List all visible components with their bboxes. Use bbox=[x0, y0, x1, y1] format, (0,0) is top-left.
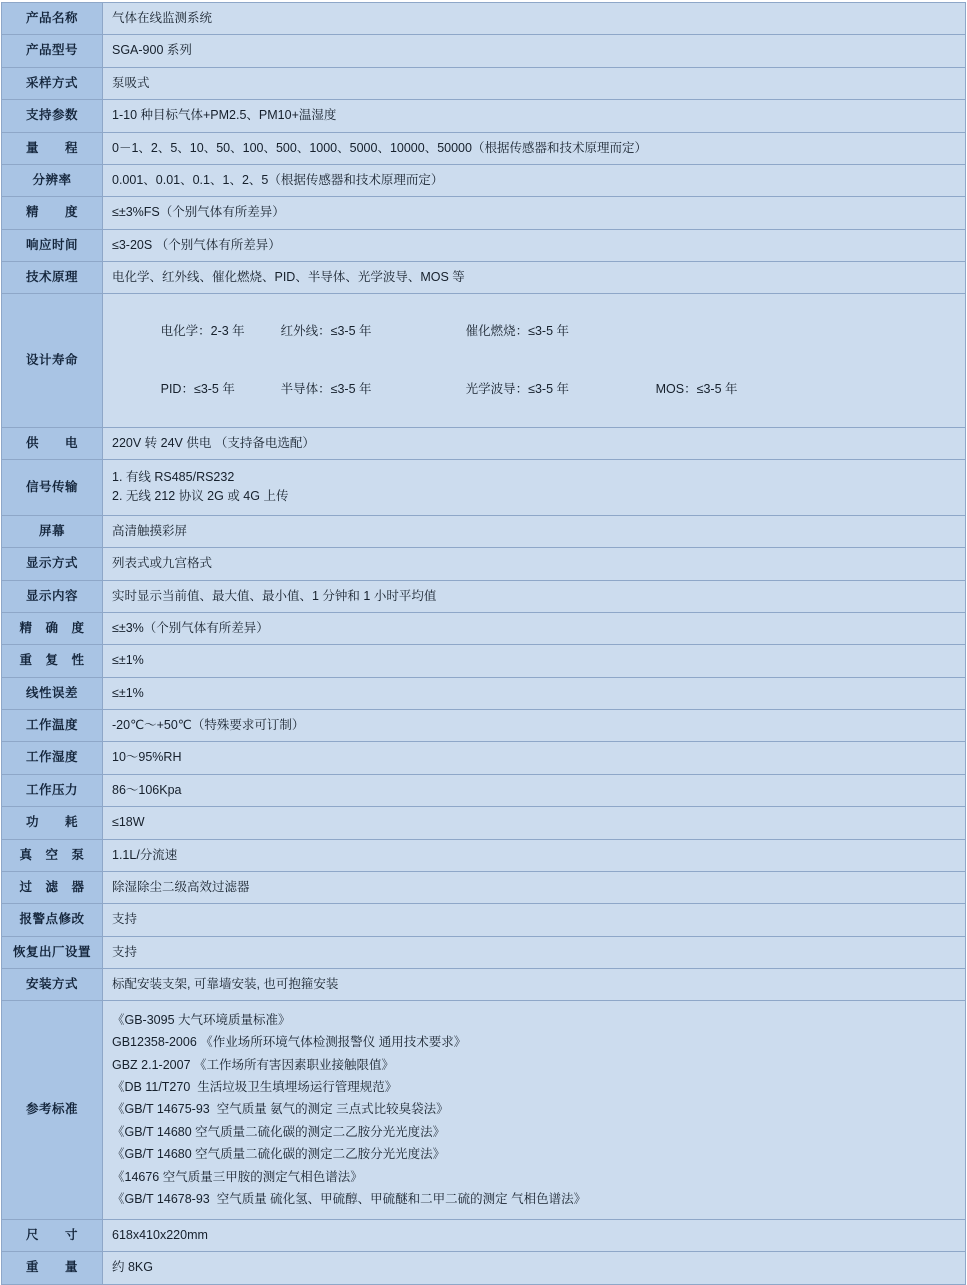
table-row bbox=[2, 3, 966, 35]
row-value: 支持 bbox=[103, 904, 966, 936]
row-label: 精 确 度 bbox=[2, 612, 103, 644]
row-value: 高清触摸彩屏 bbox=[103, 515, 966, 547]
table-row bbox=[2, 548, 966, 580]
design-life-row bbox=[112, 302, 957, 360]
row-value: 1-10 种目标气体+PM2.5、PM10+温湿度 bbox=[103, 100, 966, 132]
row-label: 安装方式 bbox=[2, 969, 103, 1001]
standard-item: 《14676 空气质量三甲胺的测定气相色谱法》 bbox=[112, 1169, 363, 1184]
design-life-cell: 催化燃烧：≤3-5 年 bbox=[465, 323, 570, 338]
table-row bbox=[2, 35, 966, 67]
standard-item: GB12358-2006 《作业场所环境气体检测报警仪 通用技术要求》 bbox=[112, 1035, 467, 1050]
row-label: 响应时间 bbox=[2, 229, 103, 261]
standard-item: 《GB/T 14680 空气质量二硫化碳的测定二乙胺分光光度法》 bbox=[112, 1147, 446, 1162]
table-row bbox=[2, 1252, 966, 1284]
row-value: ≤±1% bbox=[103, 677, 966, 709]
table-row bbox=[2, 645, 966, 677]
spec-table bbox=[1, 2, 966, 1285]
table-row bbox=[2, 164, 966, 196]
row-value: 0－1、2、5、10、50、100、500、1000、5000、10000、50000（根据传感器和技术原理而定） bbox=[103, 132, 966, 164]
row-value: SGA-900 系列 bbox=[103, 35, 966, 67]
row-label: 工作温度 bbox=[2, 710, 103, 742]
design-life-cell: 半导体：≤3-5 年 bbox=[280, 381, 372, 396]
row-value: 列表式或九宫格式 bbox=[103, 548, 966, 580]
row-value: ≤±1% bbox=[103, 645, 966, 677]
row-value: ≤18W bbox=[103, 807, 966, 839]
table-row-design-life bbox=[2, 294, 966, 427]
row-value: 电化学、红外线、催化燃烧、PID、半导体、光学波导、MOS 等 bbox=[103, 262, 966, 294]
standard-item: 《GB/T 14680 空气质量二硫化碳的测定二乙胺分光光度法》 bbox=[112, 1124, 446, 1139]
design-life-cell: 电化学：2-3 年 bbox=[160, 323, 245, 338]
row-value: 约 8KG bbox=[103, 1252, 966, 1284]
table-row bbox=[2, 427, 966, 459]
table-row-standards bbox=[2, 1001, 966, 1219]
row-value: ≤3-20S （个别气体有所差异） bbox=[103, 229, 966, 261]
row-label: 显示方式 bbox=[2, 548, 103, 580]
row-label: 显示内容 bbox=[2, 580, 103, 612]
row-label: 供 电 bbox=[2, 427, 103, 459]
design-life-cell: 红外线：≤3-5 年 bbox=[280, 323, 372, 338]
row-value: 10～95%RH bbox=[103, 742, 966, 774]
design-life-cell: MOS：≤3-5 年 bbox=[655, 381, 738, 396]
row-label: 尺 寸 bbox=[2, 1219, 103, 1251]
spec-table-body bbox=[2, 3, 966, 1285]
table-row bbox=[2, 677, 966, 709]
row-label: 产品名称 bbox=[2, 3, 103, 35]
table-row bbox=[2, 710, 966, 742]
row-value: 支持 bbox=[103, 936, 966, 968]
table-row bbox=[2, 515, 966, 547]
row-label: 精 度 bbox=[2, 197, 103, 229]
row-value: ≤±3%（个别气体有所差异） bbox=[103, 612, 966, 644]
row-value: -20℃～+50℃（特殊要求可订制） bbox=[103, 710, 966, 742]
row-label: 信号传输 bbox=[2, 460, 103, 516]
row-value: ≤±3%FS（个别气体有所差异） bbox=[103, 197, 966, 229]
standard-item: GBZ 2.1-2007 《工作场所有害因素职业接触限值》 bbox=[112, 1057, 394, 1072]
design-life-row bbox=[112, 361, 957, 419]
design-life-cell: PID：≤3-5 年 bbox=[160, 381, 235, 396]
table-row bbox=[2, 936, 966, 968]
row-label: 支持参数 bbox=[2, 100, 103, 132]
row-value: 泵吸式 bbox=[103, 67, 966, 99]
standard-item: 《DB 11/T270 生活垃圾卫生填埋场运行管理规范》 bbox=[112, 1080, 398, 1094]
row-label: 恢复出厂设置 bbox=[2, 936, 103, 968]
row-label: 设计寿命 bbox=[2, 294, 103, 427]
table-row bbox=[2, 262, 966, 294]
design-life-grid bbox=[112, 302, 957, 418]
table-row bbox=[2, 1219, 966, 1251]
row-label: 功 耗 bbox=[2, 807, 103, 839]
row-label: 过 滤 器 bbox=[2, 871, 103, 903]
table-row bbox=[2, 807, 966, 839]
row-value: 实时显示当前值、最大值、最小值、1 分钟和 1 小时平均值 bbox=[103, 580, 966, 612]
standard-item: 《GB/T 14678-93 空气质量 硫化氢、甲硫醇、甲硫醚和二甲二硫的测定 气相色谱法》 bbox=[112, 1191, 587, 1206]
table-row bbox=[2, 229, 966, 261]
table-row bbox=[2, 969, 966, 1001]
row-label: 报警点修改 bbox=[2, 904, 103, 936]
row-value: 标配安装支架, 可靠墙安装, 也可抱箍安装 bbox=[103, 969, 966, 1001]
row-label: 产品型号 bbox=[2, 35, 103, 67]
table-row bbox=[2, 67, 966, 99]
table-row bbox=[2, 197, 966, 229]
standard-item: 《GB-3095 大气环境质量标准》 bbox=[112, 1012, 291, 1027]
row-label: 量 程 bbox=[2, 132, 103, 164]
row-value: 86～106Kpa bbox=[103, 774, 966, 806]
row-value: 气体在线监测系统 bbox=[103, 3, 966, 35]
row-value: 0.001、0.01、0.1、1、2、5（根据传感器和技术原理而定） bbox=[103, 164, 966, 196]
row-label: 工作湿度 bbox=[2, 742, 103, 774]
table-row bbox=[2, 871, 966, 903]
table-row bbox=[2, 742, 966, 774]
table-row bbox=[2, 132, 966, 164]
table-row bbox=[2, 839, 966, 871]
row-value: 220V 转 24V 供电 （支持备电选配） bbox=[103, 427, 966, 459]
row-label: 屏幕 bbox=[2, 515, 103, 547]
table-row bbox=[2, 100, 966, 132]
row-label: 分辨率 bbox=[2, 164, 103, 196]
row-value bbox=[103, 460, 966, 516]
standard-item: 《GB/T 14675-93 空气质量 氨气的测定 三点式比较臭袋法》 bbox=[112, 1102, 449, 1117]
table-row bbox=[2, 612, 966, 644]
table-row bbox=[2, 904, 966, 936]
row-value bbox=[103, 1001, 966, 1219]
row-label: 真 空 泵 bbox=[2, 839, 103, 871]
row-label: 重 复 性 bbox=[2, 645, 103, 677]
row-label: 线性误差 bbox=[2, 677, 103, 709]
table-row bbox=[2, 774, 966, 806]
row-value: 1.1L/分流速 bbox=[103, 839, 966, 871]
table-row bbox=[2, 580, 966, 612]
row-label: 参考标准 bbox=[2, 1001, 103, 1219]
row-value-line: 1. 有线 RS485/RS232 bbox=[112, 470, 235, 484]
row-label: 重 量 bbox=[2, 1252, 103, 1284]
row-value: 618x410x220mm bbox=[103, 1219, 966, 1251]
row-value bbox=[103, 294, 966, 427]
row-value-line: 2. 无线 212 协议 2G 或 4G 上传 bbox=[112, 489, 289, 504]
row-label: 工作压力 bbox=[2, 774, 103, 806]
row-label: 采样方式 bbox=[2, 67, 103, 99]
row-label: 技术原理 bbox=[2, 262, 103, 294]
row-value: 除湿除尘二级高效过滤器 bbox=[103, 871, 966, 903]
table-row-signal bbox=[2, 460, 966, 516]
design-life-cell: 光学波导：≤3-5 年 bbox=[465, 381, 570, 396]
